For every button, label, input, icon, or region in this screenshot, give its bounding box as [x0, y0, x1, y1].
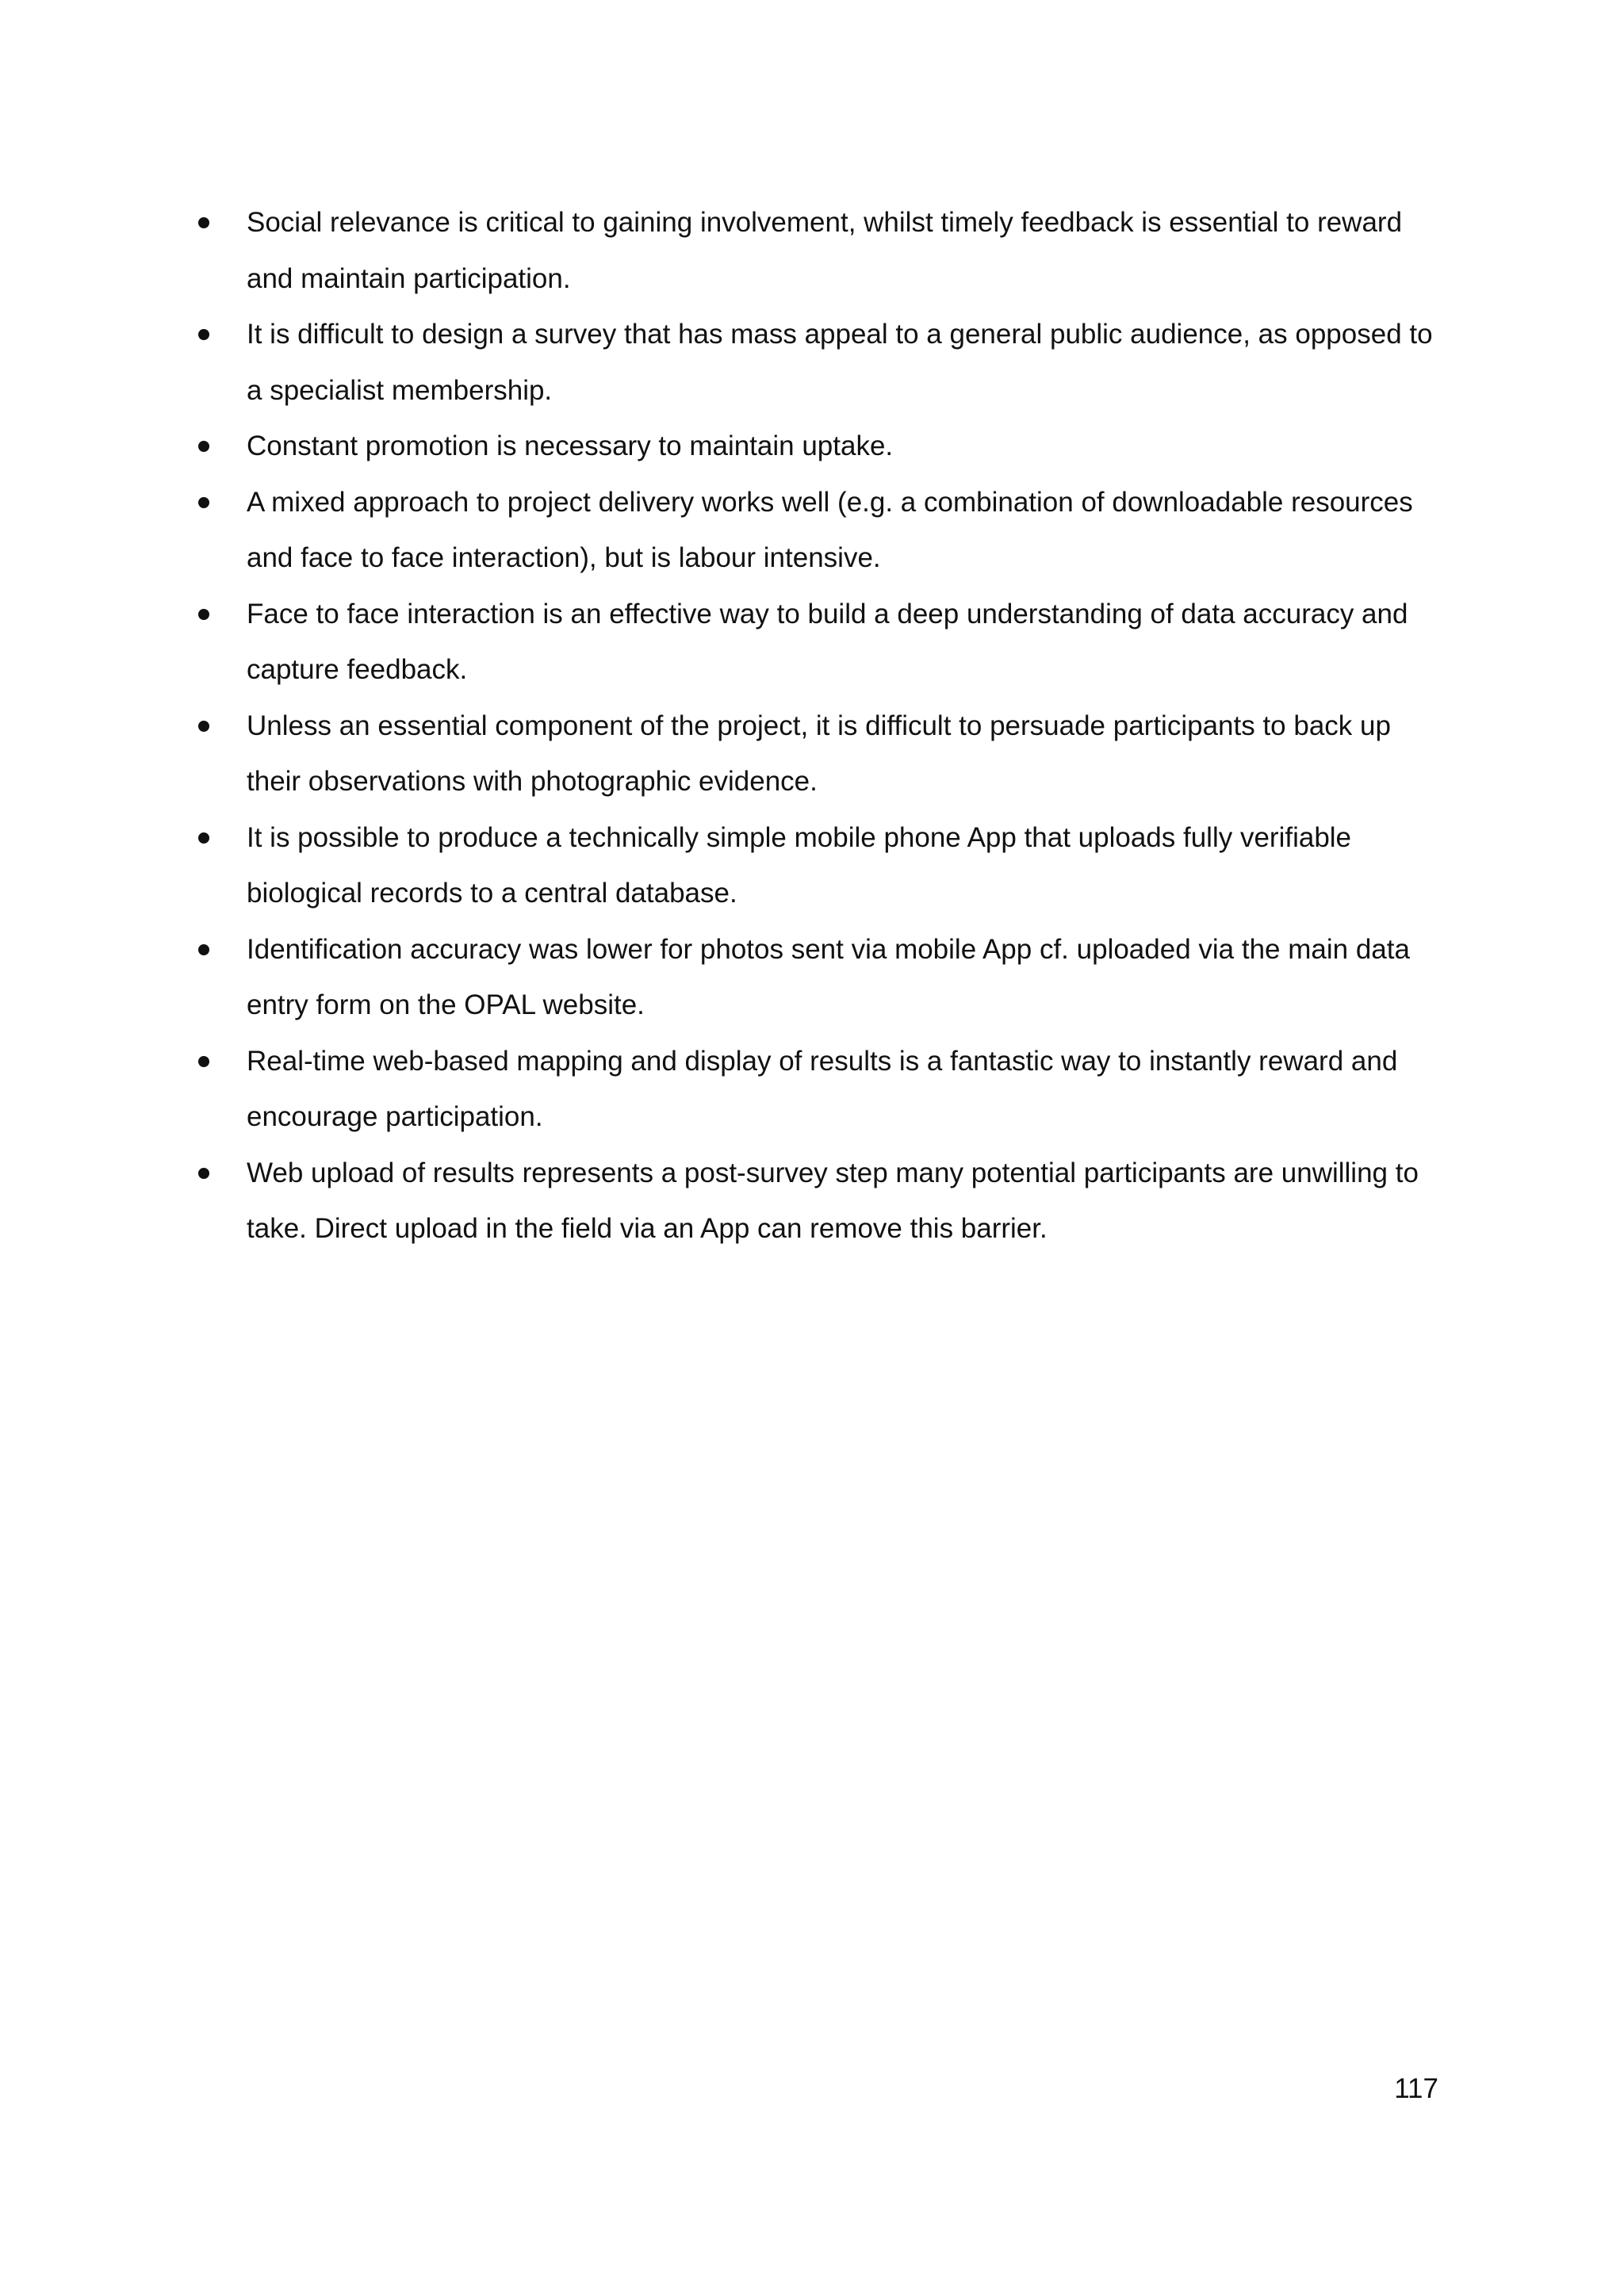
page-number: 117 [1394, 2073, 1438, 2104]
list-item-text: Face to face interaction is an effective way to build a deep understanding of data accuracy and capture feedback. [247, 598, 1408, 685]
list-item-text: It is difficult to design a survey that has mass appeal to a general public audience, as opposed to a specialist membership. [247, 319, 1433, 406]
list-item-text: Constant promotion is necessary to maintain uptake. [247, 430, 894, 461]
list-item [198, 195, 1443, 307]
list-item [198, 419, 1443, 475]
bullet-icon [198, 721, 209, 732]
bullet-icon [198, 217, 209, 228]
list-item [198, 475, 1443, 587]
list-item-text: Unless an essential component of the project, it is difficult to persuade participants to back up their observations with photographic evidence. [247, 710, 1391, 797]
list-item [198, 1146, 1443, 1257]
list-item-text: Web upload of results represents a post-survey step many potential participants are unwilling to take. Direct upload in the field via an App can remove this barrier. [247, 1157, 1419, 1244]
list-item [198, 810, 1443, 922]
list-item [198, 307, 1443, 419]
list-item-text: Social relevance is critical to gaining involvement, whilst timely feedback is essential to reward and maintain participation. [247, 207, 1403, 294]
bullet-icon [198, 1168, 209, 1179]
list-item-text: Identification accuracy was lower for photos sent via mobile App cf. uploaded via the main data entry form on the OPAL website. [247, 933, 1410, 1020]
bullet-icon [198, 329, 209, 340]
bullet-icon [198, 944, 209, 955]
list-item [198, 1034, 1443, 1146]
list-item [198, 587, 1443, 698]
bullet-icon [198, 832, 209, 844]
list-item [198, 922, 1443, 1034]
bullet-icon [198, 497, 209, 508]
bullet-icon [198, 609, 209, 620]
bullet-list [198, 195, 1443, 1257]
list-item-text: A mixed approach to project delivery works well (e.g. a combination of downloadable resources and face to face interaction), but is labour intensive. [247, 486, 1413, 573]
list-item-text: Real-time web-based mapping and display of results is a fantastic way to instantly reward and encourage participation. [247, 1045, 1398, 1132]
bullet-icon [198, 1056, 209, 1067]
list-item-text: It is possible to produce a technically simple mobile phone App that uploads fully verifiable biological records to a central database. [247, 821, 1352, 909]
bullet-icon [198, 441, 209, 452]
list-item [198, 698, 1443, 810]
